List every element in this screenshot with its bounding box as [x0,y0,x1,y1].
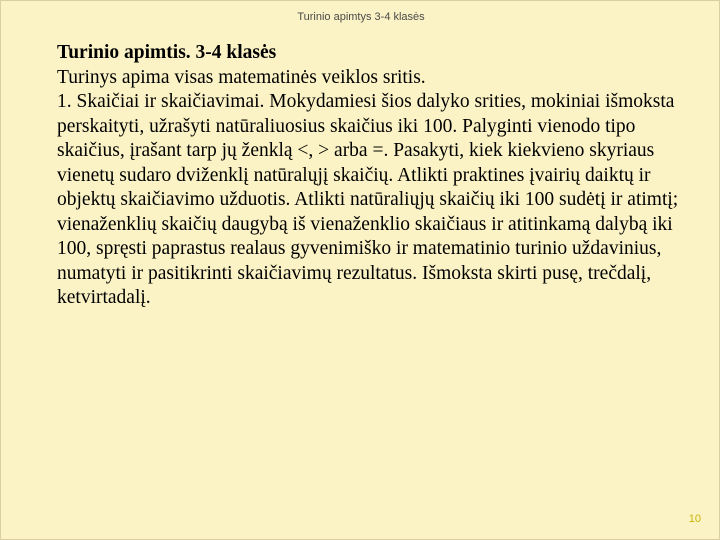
body-text: 1. Skaičiai ir skaičiavimai. Mokydamiesi šios dalyko srities, mokiniai išmoksta perskaityti, užrašyti natūraliuosius skaičius iki 100. Palyginti vienodo tipo skaičius, įrašant tarp jų ženklą <, > arba =. Pasakyti, kiek kiekvieno skyriaus vienetų sudaro dviženklį natūralųjį skaičių. Atlikti praktines įvairių daiktų ir objektų skaičiavimo užduotis. Atlikti natūraliųjų skaičių iki 100 sudėtį ir atimtį; vienaženklių skaičių daugybą iš vienaženklio skaičiaus ir atitinkamą dalybą iki 100, spręsti paprastus realaus gyvenimiško ir matematinio turinio uždavinius, numatyti ir pasitikrinti skaičiavimų rezultatus. Išmoksta skirti pusę, trečdalį, ketvirtadalį. [57,91,679,308]
slide-header: Turinio apimtys 3-4 klasės [297,11,425,23]
page-number: 10 [688,513,701,525]
intro-text: Turinys apima visas matematinės veiklos sritis. [57,66,426,88]
slide-content [57,41,697,311]
slide-title: Turinio apimtis. 3-4 klasės [57,42,277,63]
